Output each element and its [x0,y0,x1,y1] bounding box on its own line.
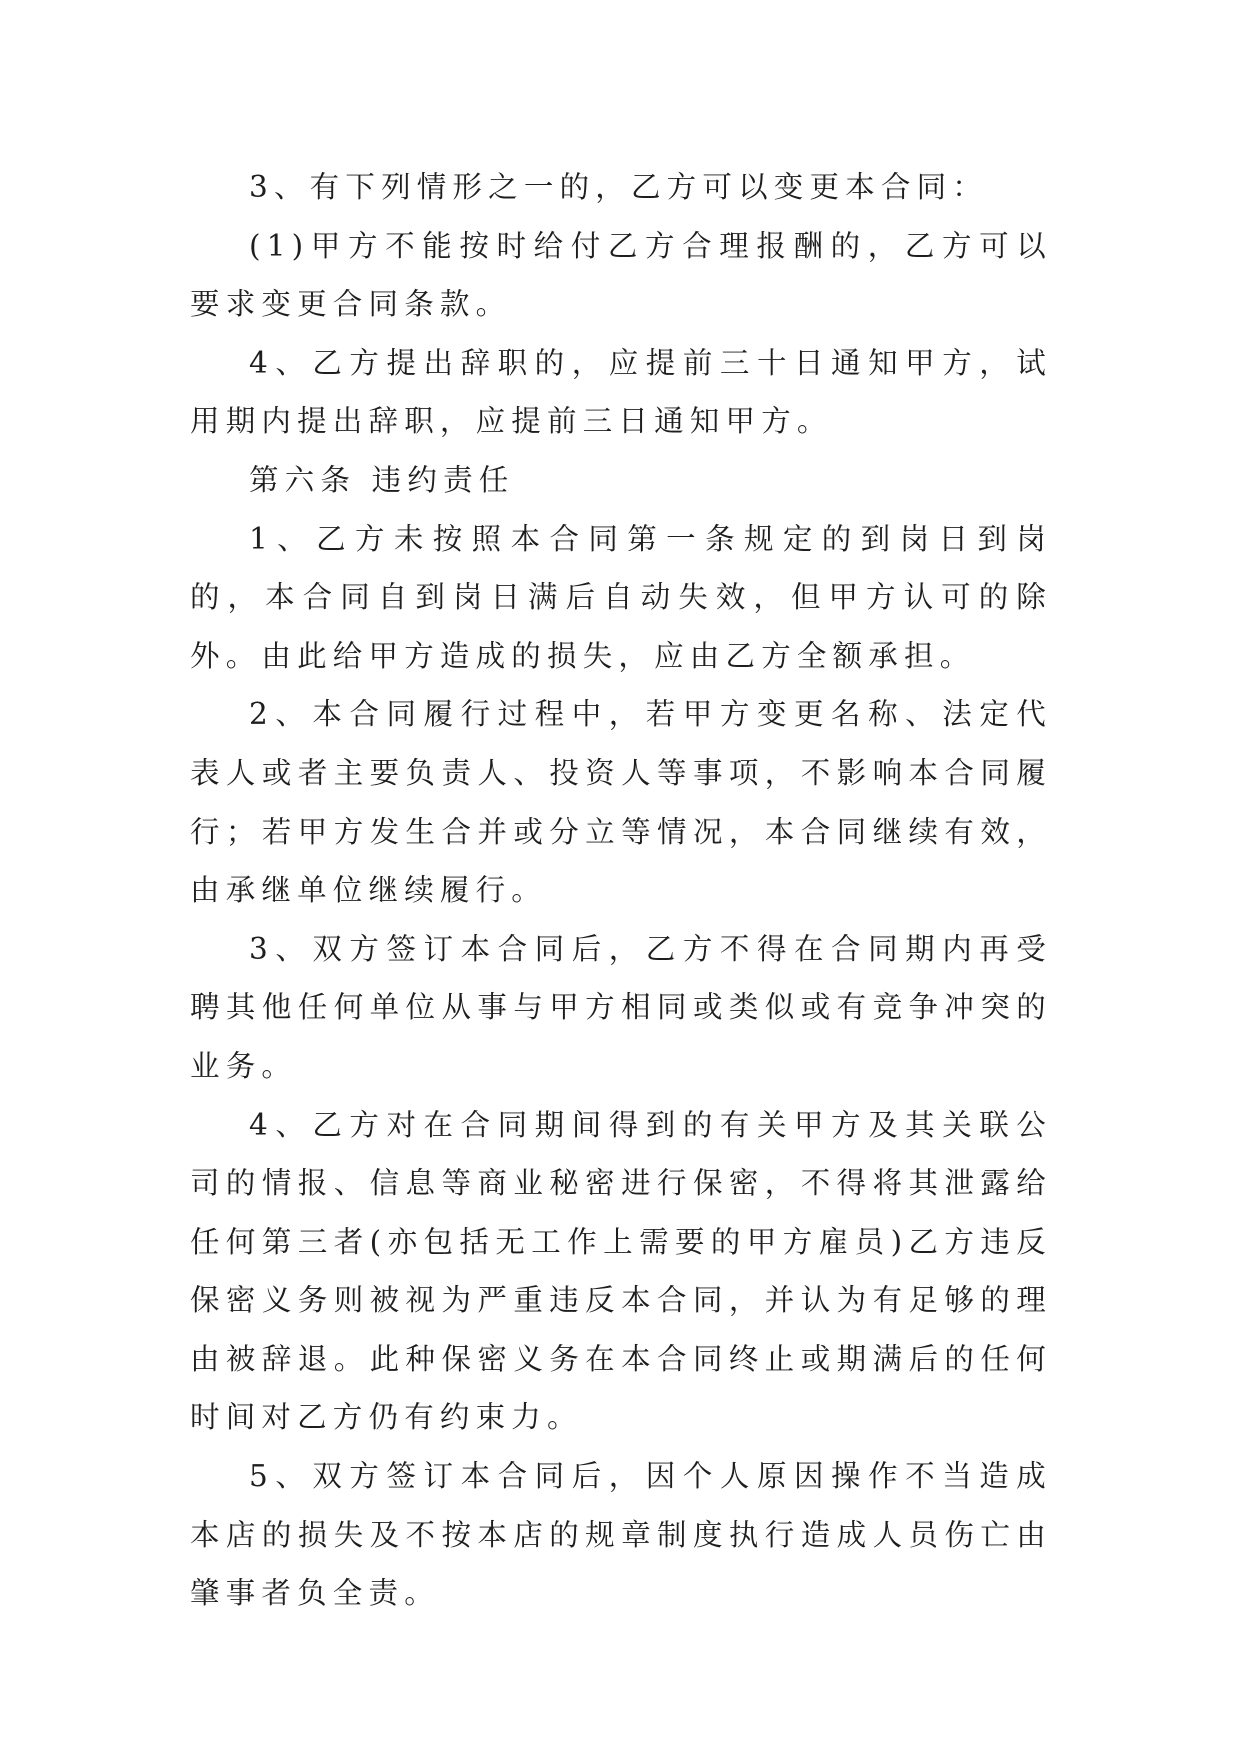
paragraph-clause-5-3: 3、有下列情形之一的，乙方可以变更本合同： [249,170,988,204]
paragraph-clause-5-4: 4、乙方提出辞职的，应提前三十日通知甲方，试用期内提出辞职，应提前三日通知甲方。 [190,345,1052,439]
section-heading-article-6: 第六条 违约责任 [249,462,515,497]
paragraph-clause-6-2: 2、本合同履行过程中，若甲方变更名称、法定代表人或者主要负责人、投资人等事项，不影响本合同履行；若甲方发生合并或分立等情况，本合同继续有效，由承继单位继续履行。 [190,697,1052,908]
document-body [190,158,1052,1623]
paragraph-clause-6-3: 3、双方签订本合同后，乙方不得在合同期内再受聘其他任何单位从事与甲方相同或类似或有竞争冲突的业务。 [190,931,1052,1083]
paragraph-clause-6-1: 1、乙方未按照本合同第一条规定的到岗日到岗的，本合同自到岗日满后自动失效，但甲方认可的除外。由此给甲方造成的损失，应由乙方全额承担。 [190,521,1052,673]
paragraph-clause-5-3-1: (1)甲方不能按时给付乙方合理报酬的，乙方可以要求变更合同条款。 [190,228,1052,322]
paragraph-clause-6-5: 5、双方签订本合同后，因个人原因操作不当造成本店的损失及不按本店的规章制度执行造成人员伤亡由肇事者负全责。 [190,1459,1052,1611]
paragraph-clause-6-4: 4、乙方对在合同期间得到的有关甲方及其关联公司的情报、信息等商业秘密进行保密，不得将其泄露给任何第三者(亦包括无工作上需要的甲方雇员)乙方违反保密义务则被视为严重违反本合同，并认为有足够的理由被辞退。此种保密义务在本合同终止或期满后的任何时间对乙方仍有约束力。 [190,1107,1052,1435]
